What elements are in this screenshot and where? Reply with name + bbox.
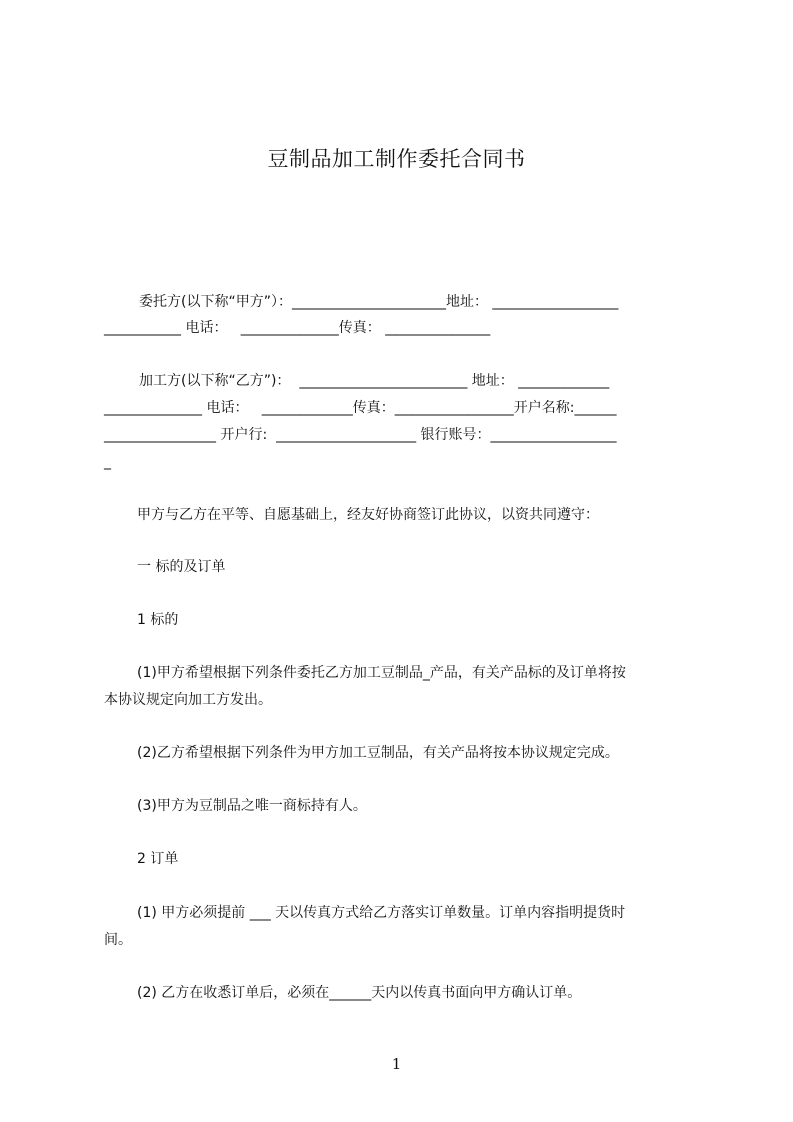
clause-text: (3)甲方为豆制品之唯一商标持有人。 [137, 798, 367, 814]
clause-text: (1) 甲方必须提前 ___ 天以传真方式给乙方落实订单数量。订单内容指明提货时 [137, 905, 626, 921]
page-number: 1 [391, 1055, 402, 1073]
party-b-line-4: _ [104, 454, 111, 470]
party-a-line-1: 委托方(以下称“甲方”）：______________________地址： __________________ [139, 294, 619, 310]
subsection-heading: 2 订单 [137, 851, 179, 867]
section-heading: 一 标的及订单 [137, 559, 226, 575]
intro-paragraph: 甲方与乙方在平等、自愿基础上，经友好协商签订此协议，以资共同遵守： [137, 507, 599, 523]
clause-text: 间。 [104, 932, 132, 948]
party-b-line-3: ________________ 开户行: ____________________ 银行账号：__________________ [104, 427, 617, 443]
clause-text: (2) 乙方在收悉订单后，必须在______天内以传真书面向甲方确认订单。 [137, 985, 582, 1001]
clause-text: 本协议规定向加工方发出。 [104, 692, 272, 708]
clause-text: (1)甲方希望根据下列条件委托乙方加工豆制品_产品，有关产品标的及订单将按 [137, 665, 626, 681]
party-a-line-2: ___________ 电话： ______________传真： _______________ [104, 320, 491, 336]
subsection-heading: 1 标的 [137, 612, 179, 628]
clause-text: (2)乙方希望根据下列条件为甲方加工豆制品，有关产品将按本协议规定完成。 [137, 745, 619, 761]
party-b-line-1: 加工方(以下称“乙方”)： ________________________ 地址： _____________ [139, 373, 610, 389]
document-title: 豆制品加工制作委托合同书 [267, 147, 526, 171]
party-b-line-2: ______________ 电话： _____________传真：_________________开户名称:______ [104, 400, 617, 416]
